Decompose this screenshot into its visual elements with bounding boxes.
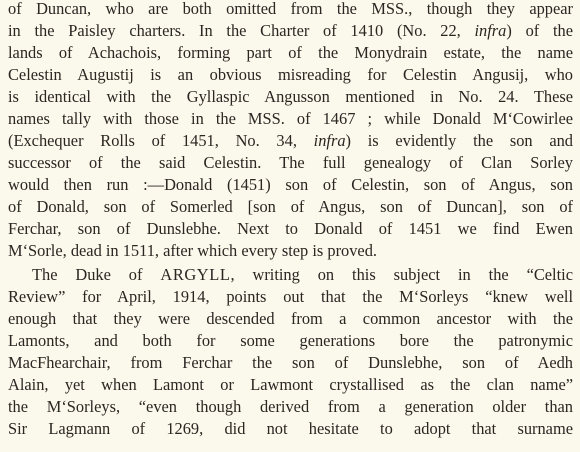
text-line-6: names tally with those in the MSS. of 1467 ; while Donald M‘Cowirlee — [8, 109, 573, 128]
text-line-4: Celestin Augustij is an obvious misreading for Celestin Angusij, who — [8, 65, 573, 84]
text-line-8: successor of the said Celestin. The full genealogy of Clan Sorley — [8, 153, 573, 172]
text-line-5: is identical with the Gyllaspic Angusson mentioned in No. 24. These — [8, 87, 573, 106]
text-line-10: of Donald, son of Somerled [son of Angus, son of Duncan], son of — [8, 197, 573, 216]
text-line-3: lands of Achachois, forming part of the Monydrain estate, the name — [8, 43, 573, 62]
text-line-18: Alain, yet when Lamont or Lawmont crystallised as the clan name” — [8, 375, 573, 394]
text-line-11: Ferchar, son of Dunslebhe. Next to Donald of 1451 we find Ewen — [8, 219, 573, 238]
text-line-2: in the Paisley charters. In the Charter of 1410 (No. 22, infra) of the — [8, 21, 573, 40]
text-line-1: of Duncan, who are both omitted from the MSS., though they appear — [8, 0, 573, 18]
text-line-9: would then run :—Donald (1451) son of Celestin, son of Angus, son — [8, 175, 573, 194]
text-line-12: M‘Sorle, dead in 1511, after which every step is proved. — [8, 241, 377, 260]
text-line-15: enough that they were descended from a common ancestor with the — [8, 309, 573, 328]
text-line-13: The Duke of ARGYLL, writing on this subject in the “Celtic — [32, 265, 573, 284]
text-line-20: Sir Lagmann of 1269, did not hesitate to adopt that surname — [8, 419, 573, 438]
text-line-14: Review” for April, 1914, points out that the M‘Sorleys “knew well — [8, 287, 573, 306]
text-line-19: the M‘Sorleys, “even though derived from a generation older than — [8, 397, 573, 416]
text-line-16: Lamonts, and both for some generations bore the patronymic — [8, 331, 573, 350]
text-line-7: (Exchequer Rolls of 1451, No. 34, infra) is evidently the son and — [8, 131, 573, 150]
text-line-17: MacFhearchair, from Ferchar the son of Dunslebhe, son of Aedh — [8, 353, 573, 372]
